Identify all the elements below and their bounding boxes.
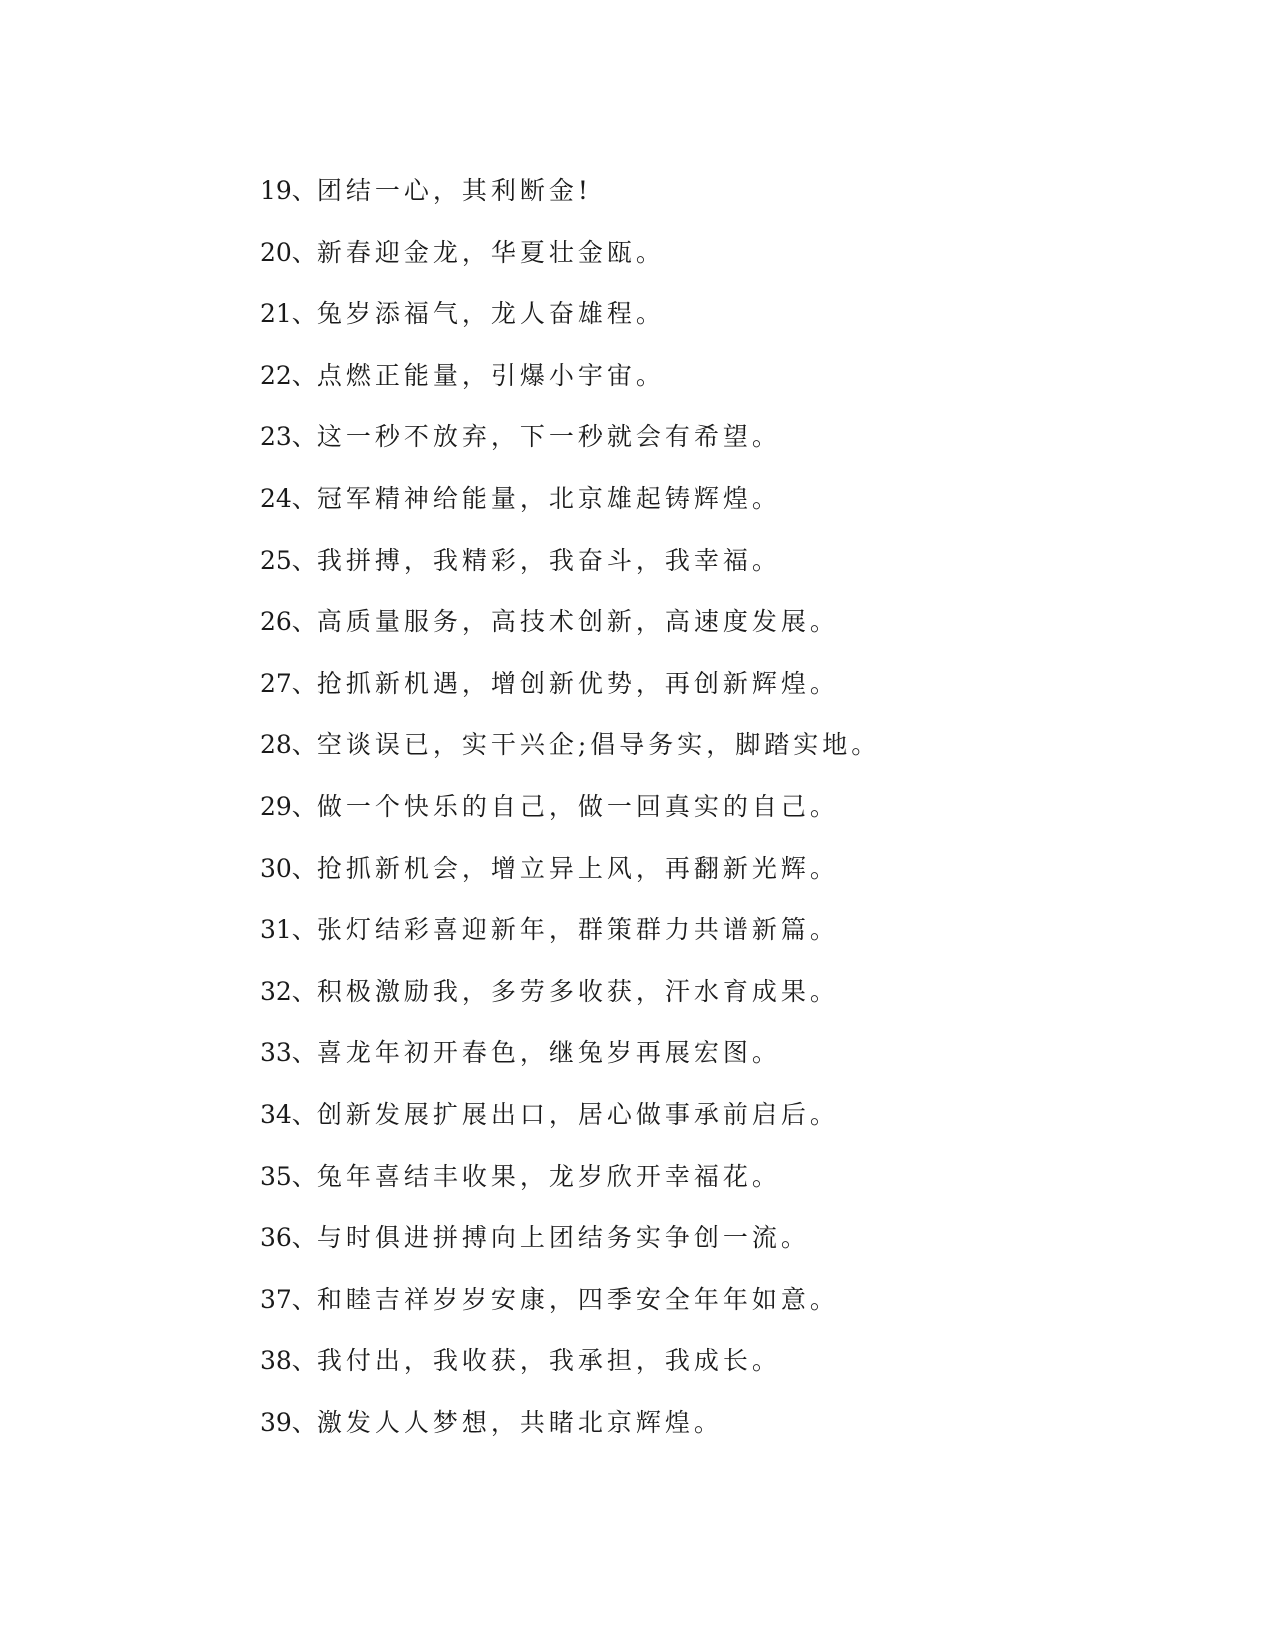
item-text: 抢抓新机会，增立异上风，再翻新光辉。 — [316, 853, 839, 883]
list-item — [260, 601, 880, 663]
list-item — [260, 170, 880, 232]
item-text: 点燃正能量，引爆小宇宙。 — [316, 360, 665, 390]
list-item — [260, 971, 880, 1033]
item-text: 这一秒不放弃，下一秒就会有希望。 — [316, 422, 781, 452]
list-item — [260, 663, 880, 725]
item-number: 31、 — [260, 915, 317, 945]
list-item — [260, 1032, 880, 1094]
slogan-list — [260, 170, 880, 1463]
item-text: 我拼搏，我精彩，我奋斗，我幸福。 — [316, 545, 781, 575]
item-text: 高质量服务，高技术创新，高速度发展。 — [316, 607, 839, 637]
item-text: 抢抓新机遇，增创新优势，再创新辉煌。 — [316, 668, 839, 698]
item-text: 激发人人梦想，共睹北京辉煌。 — [316, 1407, 723, 1437]
item-number: 23、 — [260, 422, 317, 452]
item-number: 26、 — [260, 607, 317, 637]
list-item — [260, 848, 880, 910]
item-number: 34、 — [260, 1099, 317, 1129]
item-number: 25、 — [260, 545, 317, 575]
item-number: 20、 — [260, 237, 317, 267]
item-text: 积极激励我，多劳多收获，汗水育成果。 — [316, 976, 839, 1006]
list-item — [260, 478, 880, 540]
list-item — [260, 232, 880, 294]
item-text: 空谈误已，实干兴企;倡导务实，脚踏实地。 — [316, 730, 881, 760]
item-number: 38、 — [260, 1346, 317, 1376]
list-item — [260, 416, 880, 478]
item-number: 36、 — [260, 1223, 317, 1253]
item-number: 37、 — [260, 1284, 317, 1314]
item-number: 28、 — [260, 730, 317, 760]
item-text: 做一个快乐的自己，做一回真实的自己。 — [316, 791, 839, 821]
item-text: 兔年喜结丰收果，龙岁欣开幸福花。 — [316, 1161, 781, 1191]
list-item — [260, 1402, 880, 1464]
item-text: 兔岁添福气，龙人奋雄程。 — [316, 299, 665, 329]
item-number: 22、 — [260, 360, 317, 390]
item-text: 我付出，我收获，我承担，我成长。 — [316, 1346, 781, 1376]
item-text: 喜龙年初开春色，继兔岁再展宏图。 — [316, 1038, 781, 1068]
list-item — [260, 355, 880, 417]
list-item — [260, 724, 880, 786]
list-item — [260, 1094, 880, 1156]
item-text: 张灯结彩喜迎新年，群策群力共谱新篇。 — [316, 915, 839, 945]
item-number: 24、 — [260, 483, 317, 513]
list-item — [260, 909, 880, 971]
item-number: 29、 — [260, 791, 317, 821]
list-item — [260, 293, 880, 355]
item-number: 35、 — [260, 1161, 317, 1191]
item-text: 团结一心，其利断金! — [316, 176, 592, 205]
list-item — [260, 1340, 880, 1402]
list-item — [260, 786, 880, 848]
item-text: 创新发展扩展出口，居心做事承前启后。 — [316, 1099, 839, 1129]
list-item — [260, 540, 880, 602]
item-number: 32、 — [260, 976, 317, 1006]
list-item — [260, 1156, 880, 1218]
item-number: 39、 — [260, 1407, 317, 1437]
item-number: 27、 — [260, 668, 317, 698]
list-item — [260, 1217, 880, 1279]
item-number: 33、 — [260, 1038, 317, 1068]
item-text: 与时俱进拼搏向上团结务实争创一流。 — [316, 1223, 810, 1253]
item-number: 30、 — [260, 853, 317, 883]
item-text: 新春迎金龙，华夏壮金瓯。 — [316, 237, 665, 267]
item-number: 21、 — [260, 299, 317, 329]
list-item — [260, 1279, 880, 1341]
item-text: 和睦吉祥岁岁安康，四季安全年年如意。 — [316, 1284, 839, 1314]
item-number: 19、 — [260, 176, 317, 205]
item-text: 冠军精神给能量，北京雄起铸辉煌。 — [316, 483, 781, 513]
